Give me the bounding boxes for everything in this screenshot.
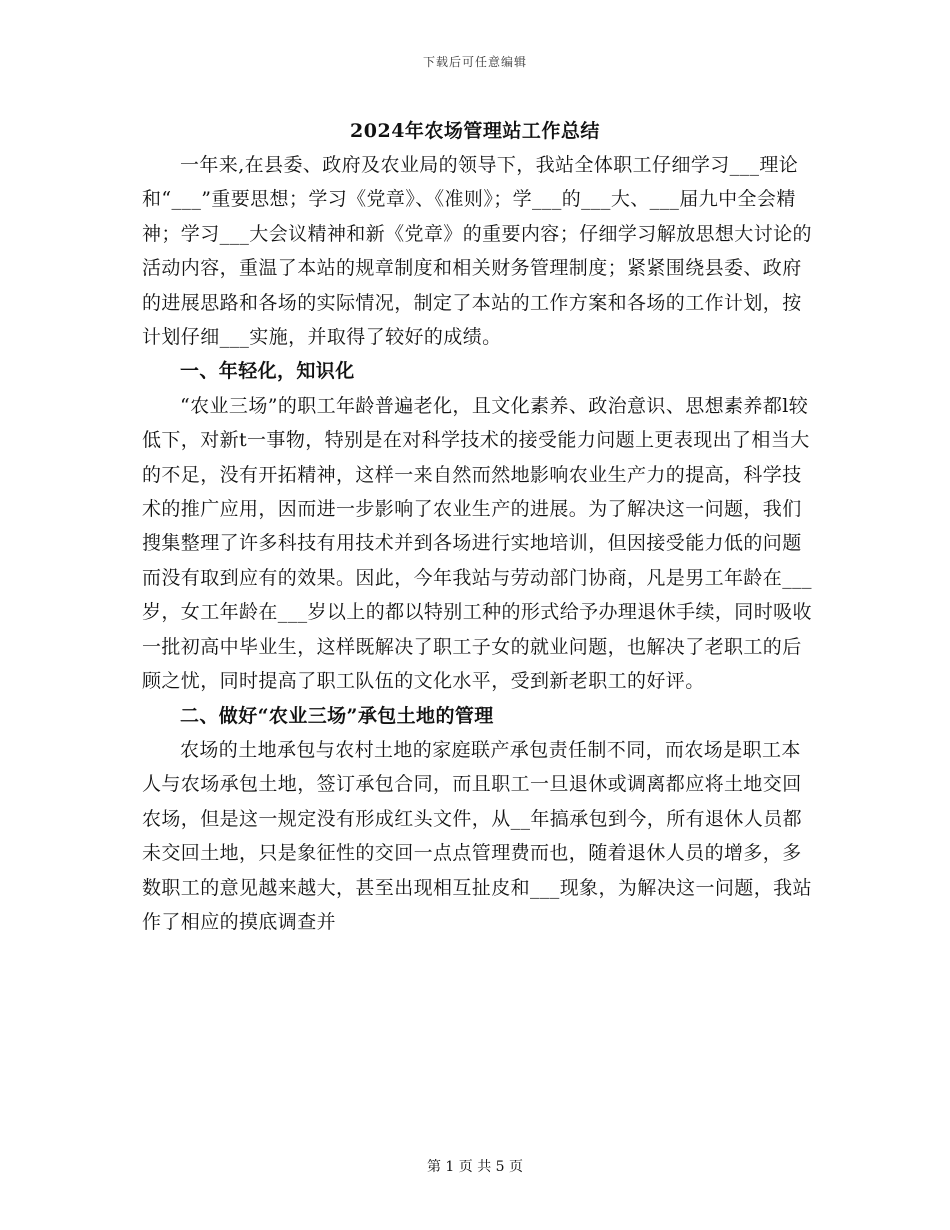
document-title: 2024年农场管理站工作总结 <box>350 120 600 142</box>
intro-paragraph: 一年来,在县委、政府及农业局的领导下，我站全体职工仔细学习___理论和“___”重要思想；学习《党章》、《准则》；学___的___大、___届九中全会精神；学习___大会议精神和新《党章》的重要内容；仔细学习解放思想大讨论的活动内容，重温了本站的规章制度和相关财务管理制度；紧紧围绕县委、政府的进展思路和各场的实际情况，制定了本站的工作方案和各场的工作计划，按计划仔细___实施，并取得了较好的成绩。 <box>142 154 812 349</box>
document-body <box>142 148 814 939</box>
header-note: 下载后可任意编辑 <box>422 55 527 69</box>
section1-heading: 一、年轻化，知识化 <box>180 360 355 383</box>
page-footer: 第 1 页 共 5 页 <box>426 1159 524 1175</box>
section2-heading: 二、做好“农业三场”承包土地的管理 <box>180 704 494 727</box>
section2-paragraph: 农场的土地承包与农村土地的家庭联产承包责任制不同，而农场是职工本人与农场承包土地，签订承包合同，而且职工一旦退休或调离都应将土地交回农场，但是这一规定没有形成红头文件，从__年搞承包到今，所有退休人员都未交回土地，只是象征性的交回一点点管理费而也，随着退休人员的增多，多数职工的意见越来越大，甚至出现相互扯皮和___现象，为解决这一问题，我站作了相应的摸底调查并 <box>142 738 812 933</box>
section1-paragraph: “农业三场”的职工年龄普遍老化，且文化素养、政治意识、思想素养都l较低下，对新t一事物，特别是在对科学技术的接受能力问题上更表现出了相当大的不足，没有开拓精神，这样一来自然而然地影响农业生产力的提高，科学技术的推广应用，因而进一步影响了农业生产的进展。为了解决这一问题，我们搜集整理了许多科技有用技术并到各场进行实地培训，但因接受能力低的问题而没有取到应有的效果。因此，今年我站与劳动部门协商，凡是男工年龄在___岁，女工年龄在___岁以上的都以特别工种的形式给予办理退休手续，同时吸收一批初高中毕业生，这样既解决了职工子女的就业问题，也解决了老职工的后顾之忧，同时提高了职工队伍的文化水平，受到新老职工的好评。 <box>142 394 812 693</box>
